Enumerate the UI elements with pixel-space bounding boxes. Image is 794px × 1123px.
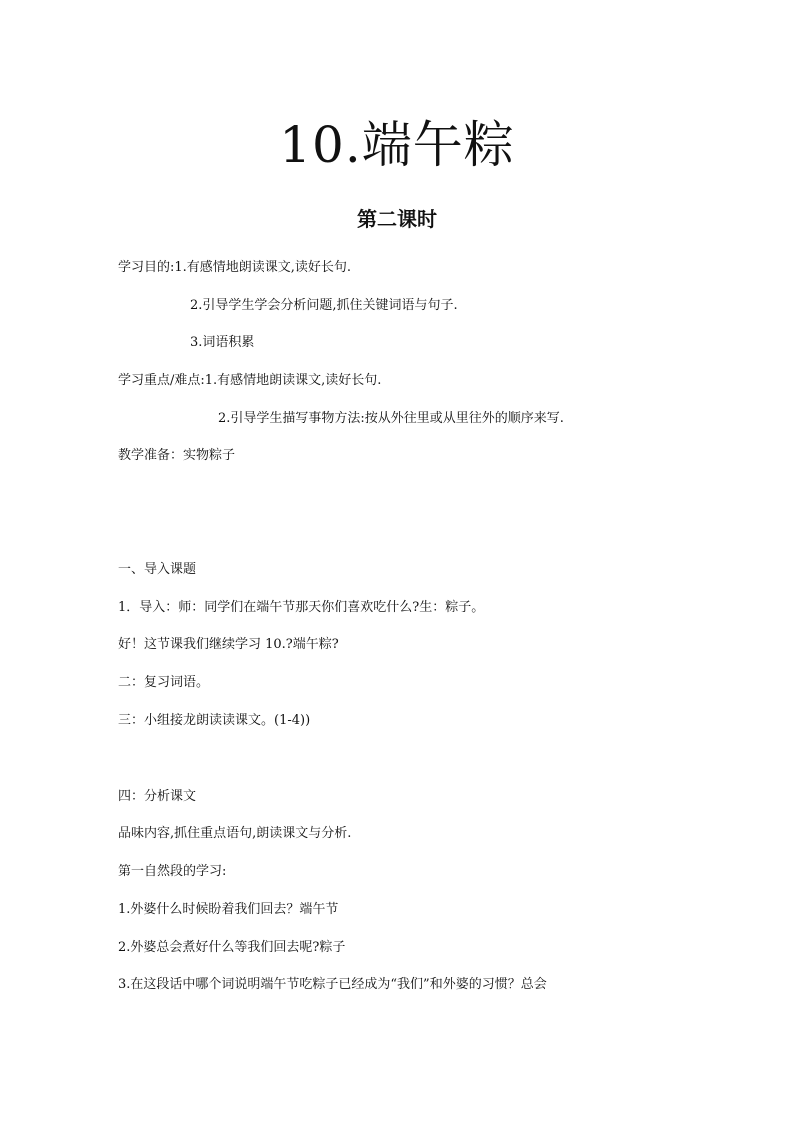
objectives-line-3: 3.词语积累 bbox=[190, 335, 255, 350]
section-1-line-1: 1．导入：师：同学们在端午节那天你们喜欢吃什么?生：粽子。 bbox=[118, 600, 485, 615]
paragraph-1-heading: 第一自然段的学习: bbox=[118, 864, 227, 879]
objectives-line-1: 学习目的:1.有感情地朗读课文,读好长句. bbox=[118, 260, 352, 275]
lesson-subtitle: 第二课时 bbox=[357, 207, 437, 231]
key-points-line-2: 2.引导学生描写事物方法:按从外往里或从里往外的顺序来写. bbox=[218, 411, 564, 426]
objectives-line-2: 2.引导学生学会分析问题,抓住关键词语与句子. bbox=[190, 298, 458, 313]
section-2-heading: 二：复习词语。 bbox=[118, 675, 210, 690]
question-3: 3.在这段话中哪个词说明端午节吃粽子已经成为“我们”和外婆的习惯？总会 bbox=[118, 977, 547, 992]
section-4-heading: 四：分析课文 bbox=[118, 789, 197, 804]
question-2: 2.外婆总会煮好什么等我们回去呢?粽子 bbox=[118, 940, 346, 955]
section-4-intro: 品味内容,抓住重点语句,朗读课文与分析. bbox=[118, 826, 352, 841]
preparation-line: 教学准备：实物粽子 bbox=[118, 448, 236, 463]
section-1-heading: 一、导入课题 bbox=[118, 562, 197, 577]
key-points-line-1: 学习重点/难点:1.有感情地朗读课文,读好长句. bbox=[118, 373, 382, 388]
section-3-heading: 三：小组接龙朗读读课文。(1-4)) bbox=[118, 713, 311, 728]
question-1: 1.外婆什么时候盼着我们回去？端午节 bbox=[118, 902, 339, 917]
page-title: 10.端午粽 bbox=[279, 116, 515, 174]
section-1-line-2: 好！这节课我们继续学习 10.?端午粽? bbox=[118, 637, 339, 652]
